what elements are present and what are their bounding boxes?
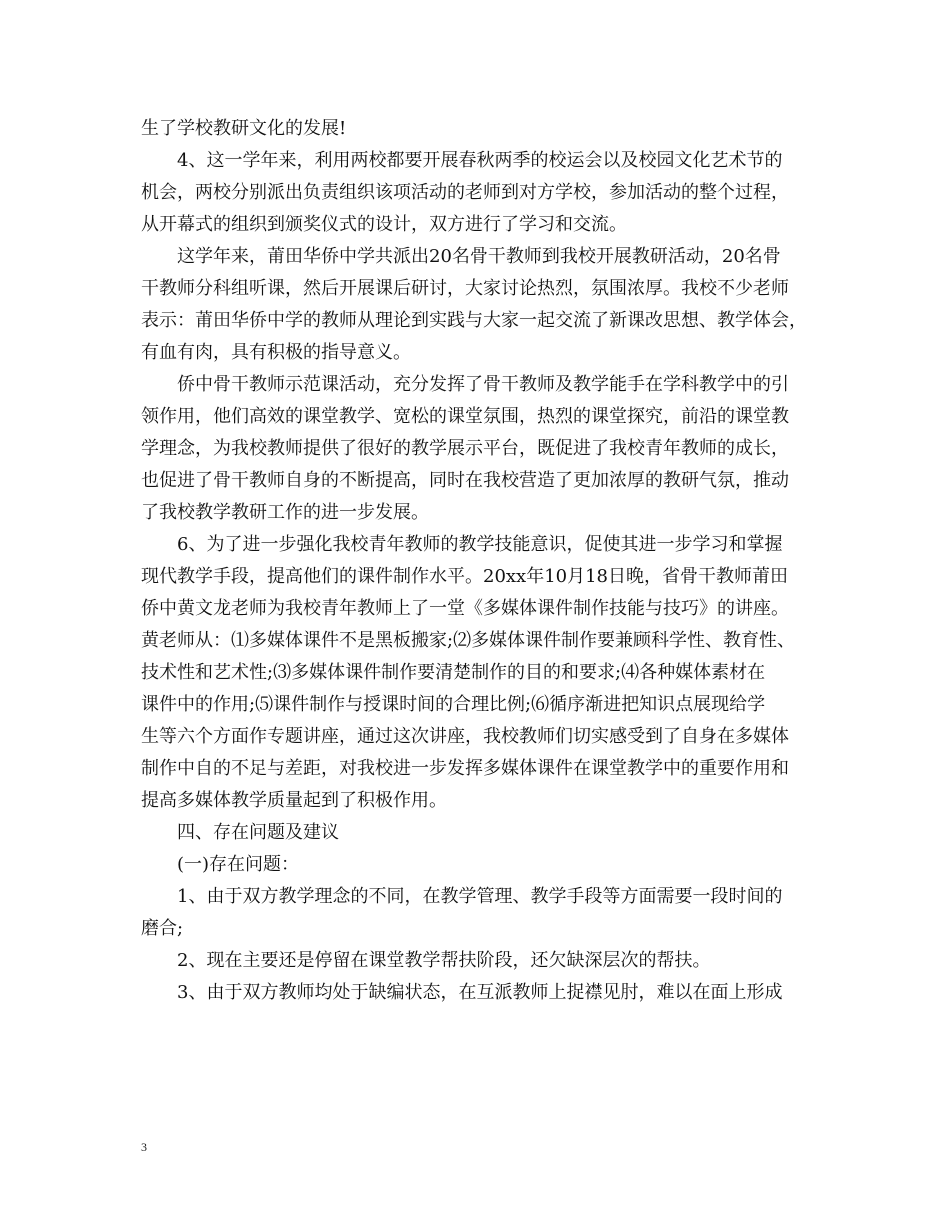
text-line: 3、由于双方教师均处于缺编状态，在互派教师上捉襟见肘，难以在面上形成 [177,982,783,1003]
text-line: 了我校教学教研工作的进一步发展。 [141,502,429,523]
text-line: 提高多媒体教学质量起到了积极作用。 [141,790,447,811]
text-line: 4、这一学年来，利用两校都要开展春秋两季的校运会以及校园文化艺术节的 [177,150,783,171]
text-line: 学理念，为我校教师提供了很好的教学展示平台，既促进了我校青年教师的成长， [141,438,789,459]
text-line: 磨合; [141,918,184,939]
text-line: 领作用，他们高效的课堂教学、宽松的课堂氛围，热烈的课堂探究，前沿的课堂教 [141,406,789,427]
text-line: 现代教学手段，提高他们的课件制作水平。20xx年10月18日晚，省骨干教师莆田 [141,566,789,587]
text-line: 侨中骨干教师示范课活动，充分发挥了骨干教师及教学能手在学科教学中的引 [177,374,789,395]
text-line: 6、为了进一步强化我校青年教师的教学技能意识，促使其进一步学习和掌握 [177,534,783,555]
text-line: 机会，两校分别派出负责组织该项活动的老师到对方学校，参加活动的整个过程， [141,182,789,203]
text-line: 黄老师从：⑴多媒体课件不是黑板搬家;⑵多媒体课件制作要兼顾科学性、教育性、 [141,630,796,651]
text-line: 侨中黄文龙老师为我校青年教师上了一堂《多媒体课件制作技能与技巧》的讲座。 [141,598,789,619]
text-line: 课件中的作用;⑸课件制作与授课时间的合理比例;⑹循序渐进把知识点展现给学 [141,694,766,715]
document-body [141,113,821,1009]
text-line: 四、存在问题及建议 [177,822,339,843]
text-line: 生了学校教研文化的发展! [141,118,347,139]
text-line: 表示：莆田华侨中学的教师从理论到实践与大家一起交流了新课改思想、教学体会， [141,310,807,331]
text-line: 从开幕式的组织到颁奖仪式的设计，双方进行了学习和交流。 [141,214,627,235]
page-number: 3 [141,1140,147,1154]
text-line: 生等六个方面作专题讲座，通过这次讲座，我校教师们切实感受到了自身在多媒体 [141,726,789,747]
text-line: 也促进了骨干教师自身的不断提高，同时在我校营造了更加浓厚的教研气氛，推动 [141,470,789,491]
text-line: 制作中自的不足与差距，对我校进一步发挥多媒体课件在课堂教学中的重要作用和 [141,758,789,779]
text-line: 2、现在主要还是停留在课堂教学帮扶阶段，还欠缺深层次的帮扶。 [177,950,711,971]
text-line: 有血有肉，具有积极的指导意义。 [141,342,411,363]
text-line: (一)存在问题： [177,854,300,875]
text-line: 1、由于双方教学理念的不同，在教学管理、教学手段等方面需要一段时间的 [177,886,783,907]
text-line: 技术性和艺术性;⑶多媒体课件制作要清楚制作的目的和要求;⑷各种媒体素材在 [141,662,766,683]
text-line: 干教师分科组听课，然后开展课后研讨，大家讨论热烈，氛围浓厚。我校不少老师 [141,278,789,299]
text-line: 这学年来，莆田华侨中学共派出20名骨干教师到我校开展教研活动，20名骨 [177,246,781,267]
